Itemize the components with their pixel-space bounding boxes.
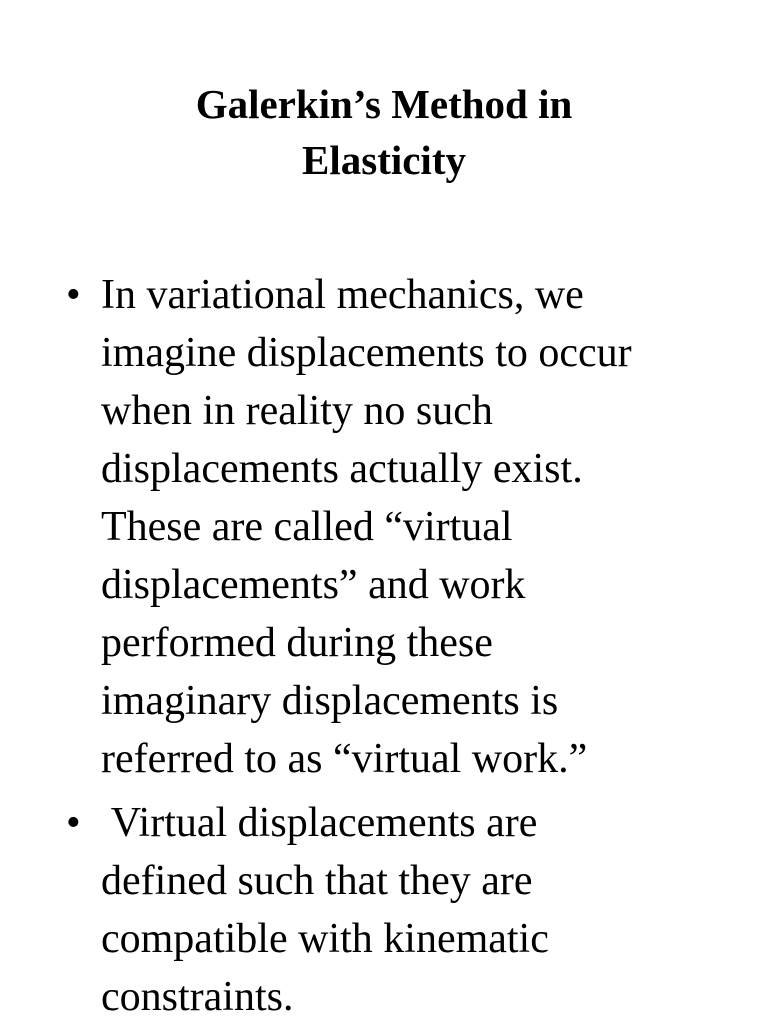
- bullet-text-line: referred to as “virtual work.”: [101, 736, 588, 782]
- bullet-text-line: These are called “virtual: [101, 504, 513, 550]
- bullet-text-line: performed during these: [101, 620, 493, 666]
- bullet-text-line: defined such that they are: [101, 858, 533, 904]
- bullet-item: [66, 794, 756, 1024]
- bullet-item: [66, 266, 756, 788]
- bullet-text-line: when in reality no such: [101, 388, 493, 434]
- bullet-text-line: In variational mechanics, we: [101, 272, 584, 318]
- bullet-text-line: compatible with kinematic: [101, 916, 549, 962]
- slide-title: [0, 76, 768, 188]
- bullet-text-line: imaginary displacements is: [101, 678, 559, 724]
- slide-title-line: Elasticity: [302, 137, 466, 183]
- slide-title-line: Galerkin’s Method in: [195, 81, 573, 127]
- bullet-text-line: displacements actually exist.: [101, 446, 583, 492]
- bullet-icon: •: [66, 800, 81, 846]
- bullet-text-line: displacements” and work: [101, 562, 526, 608]
- bullet-icon: •: [66, 272, 81, 318]
- bullet-text-line: Virtual displacements are: [101, 800, 538, 846]
- bullet-list: [66, 266, 756, 1024]
- bullet-text-line: imagine displacements to occur: [101, 330, 632, 376]
- bullet-text-line: constraints.: [101, 974, 294, 1020]
